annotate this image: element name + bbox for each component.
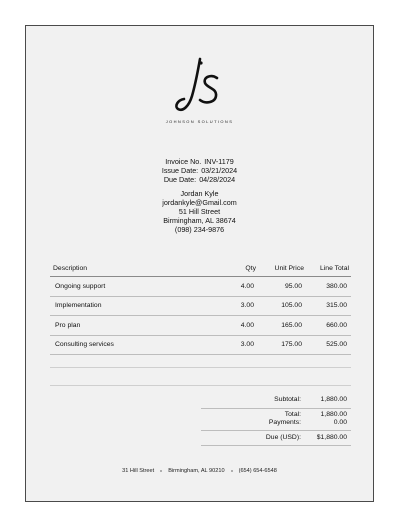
due-date: 04/28/2024 [199,174,236,184]
separator-dot-icon [160,470,162,472]
total-line [201,411,351,419]
subtotal-line [201,392,351,408]
item-unit-price: 175.00 [281,341,302,349]
client-name: Jordan Kyle [180,189,219,198]
due-label: Due (USD): [265,434,301,441]
brand-caption: JOHNSON SOLUTIONS [165,119,234,124]
client-city: Birmingham, AL 38674 [163,215,236,225]
item-unit-price: 105.00 [281,302,302,310]
empty-row-divider [50,367,351,368]
item-line-total: 380.00 [326,282,347,290]
js-monogram-icon [170,56,230,116]
issue-date-label: Issue Date: [161,165,199,175]
separator-dot-icon [231,470,233,472]
invoice-page [25,25,374,502]
item-description: Consulting services [55,341,114,349]
client-info [26,190,373,235]
footer [26,468,373,474]
invoice-number-label: Invoice No. [165,157,202,166]
subtotal-value: 1,880.00 [320,396,347,403]
invoice-meta [26,158,373,185]
client-street: 51 Hill Street [178,206,221,216]
item-qty: 3.00 [240,302,254,310]
table-row [50,336,351,356]
payments-line [201,419,351,427]
payments-label: Payments: [268,419,301,426]
footer-address: 31 Hill Street [122,468,155,474]
item-description: Ongoing support [55,282,106,290]
invoice-number: INV-1179 [204,157,234,166]
client-phone: (098) 234-9876 [174,224,225,234]
total-label: Total: [284,411,301,418]
table-row [50,277,351,297]
item-description: Implementation [55,302,102,310]
due-line [201,431,351,445]
header-unit-price: Unit Price [274,264,304,272]
item-qty: 4.00 [240,321,254,329]
header-description: Description [53,264,87,272]
table-row [50,297,351,317]
table-row [50,316,351,336]
item-description: Pro plan [55,321,81,329]
header-line-total: Line Total [320,264,349,272]
totals-block [201,392,351,446]
table-header [50,260,351,277]
due-value: $1,880.00 [316,434,347,441]
item-unit-price: 165.00 [281,321,302,329]
due-date-label: Due Date: [163,174,197,184]
payments-value: 0.00 [333,419,347,426]
issue-date: 03/21/2024 [201,165,238,175]
subtotal-label: Subtotal: [274,396,301,403]
item-qty: 3.00 [240,341,254,349]
line-items-table [50,260,351,355]
item-unit-price: 95.00 [284,282,302,290]
totals-divider [201,445,351,446]
total-value: 1,880.00 [320,411,347,418]
item-line-total: 525.00 [326,341,347,349]
header-qty: Qty [245,264,256,272]
brand-logo [26,56,373,124]
footer-phone: (654) 654-6548 [238,468,277,474]
item-line-total: 660.00 [326,321,347,329]
item-line-total: 315.00 [326,302,347,310]
item-qty: 4.00 [240,282,254,290]
empty-row-divider [50,385,351,386]
footer-city: Birmingham, AL 90210 [168,468,225,474]
client-email: jordankyle@Gmail.com [162,197,237,207]
